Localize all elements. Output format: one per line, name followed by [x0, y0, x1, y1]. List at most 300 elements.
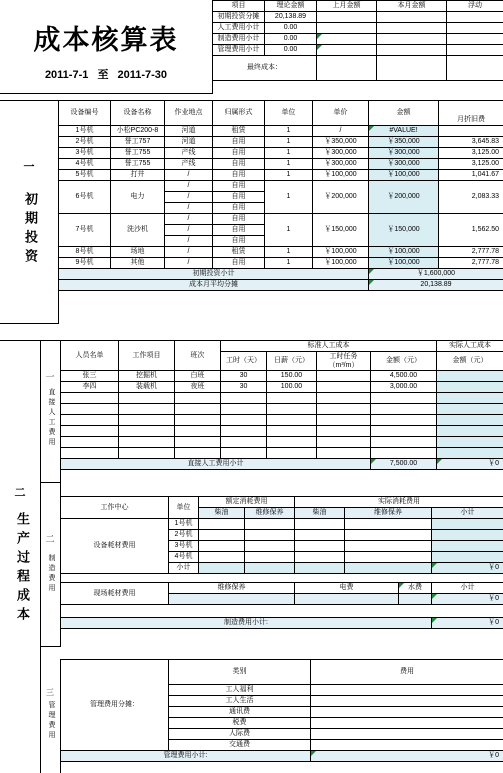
actual-amount[interactable]: [437, 393, 503, 404]
empty-cell[interactable]: [175, 404, 221, 415]
equip-form: 自用: [213, 170, 265, 181]
equip-name: 誉工757: [111, 137, 165, 148]
equip-form: 自用: [213, 181, 265, 192]
equip-unit: 1: [265, 181, 313, 214]
empty-cell[interactable]: [295, 541, 345, 552]
summary-header-this: 本月金额: [377, 1, 447, 12]
mgmt-subtotal-value[interactable]: ￥0: [311, 751, 503, 762]
mgmt-item: 工人生活: [169, 696, 311, 707]
labor-title: 直接人工费用: [48, 388, 55, 448]
empty-cell[interactable]: [199, 552, 245, 563]
equip-dep: 3,125.00: [439, 148, 503, 159]
work-item: 挖掘机: [119, 371, 175, 382]
table-row: [61, 426, 503, 437]
equip-unit: 1: [265, 137, 313, 148]
empty-cell[interactable]: [119, 448, 175, 459]
equip-unit: 1: [265, 170, 313, 181]
work-days[interactable]: 30: [221, 382, 267, 393]
empty-cell[interactable]: [245, 552, 295, 563]
table-row: [59, 247, 503, 258]
equip-amount[interactable]: ￥100,000: [369, 170, 439, 181]
table-row: [59, 137, 503, 148]
empty-cell[interactable]: [221, 437, 267, 448]
labor-label-col: [40, 340, 61, 483]
empty-cell[interactable]: [399, 594, 432, 605]
summary-header-item: 项目: [213, 1, 265, 12]
date-start: 2011-7-1: [44, 69, 89, 81]
empty-cell[interactable]: [432, 552, 503, 563]
equip-form: 自用: [213, 203, 265, 214]
site-header: 水费: [399, 583, 432, 594]
summary-header-last: 上月金额: [317, 1, 377, 12]
table-row: [61, 519, 503, 530]
equip-dep: 2,777.78: [439, 258, 503, 269]
gap-row: [61, 605, 503, 618]
quota-header: 额定消耗费用: [199, 497, 295, 508]
site-header: 小计: [432, 583, 503, 594]
empty-cell[interactable]: [175, 426, 221, 437]
equip-price: /: [313, 126, 369, 137]
actual-amount[interactable]: [437, 448, 503, 459]
equip-name: 打井: [111, 170, 165, 181]
equip-no: 2号机: [59, 137, 111, 148]
actual-amount[interactable]: [437, 371, 503, 382]
equip-site: /: [165, 170, 213, 181]
summary-cell[interactable]: [317, 12, 377, 23]
empty-cell[interactable]: [267, 415, 317, 426]
shift: 夜班: [175, 382, 221, 393]
empty-cell[interactable]: [221, 415, 267, 426]
mfg-subtotal-label: 制造费用小计:: [61, 618, 432, 629]
std-amount[interactable]: 4,500.00: [371, 371, 437, 382]
monthly-alloc-label: 成本月平均分摊: [59, 280, 369, 291]
mgmt-fee[interactable]: [311, 685, 503, 696]
mgmt-fee[interactable]: [311, 729, 503, 740]
labor-header: 人员名单: [61, 341, 119, 371]
summary-row-label: 人工费用小计: [213, 23, 265, 34]
site-header: 电费: [295, 583, 399, 594]
mgmt-label-col: [40, 659, 61, 773]
summary-cell[interactable]: [447, 12, 503, 23]
investment-subtotal-label: 初期投资小计: [59, 269, 369, 280]
title-block: [0, 0, 213, 94]
equip-dep: 3,125.00: [439, 159, 503, 170]
summary-row-label: 初期投资分摊: [213, 12, 265, 23]
equip-form: 自用: [213, 236, 265, 247]
inv-header: 单价: [313, 101, 369, 126]
equip-unit: 1: [265, 126, 313, 137]
empty-cell[interactable]: [169, 594, 295, 605]
work-center-header: 工作中心: [61, 497, 169, 519]
empty-cell[interactable]: [245, 563, 295, 574]
site-total[interactable]: ￥0: [432, 594, 503, 605]
equip-form: 自用: [213, 192, 265, 203]
table-row: [59, 148, 503, 159]
empty-cell[interactable]: [221, 404, 267, 415]
inv-header: 归属形式: [213, 101, 265, 126]
date-range: [0, 66, 212, 82]
table-row: [59, 214, 503, 225]
equip-amount[interactable]: ￥200,000: [369, 181, 439, 214]
table-row: [61, 437, 503, 448]
equip-form: 自用: [213, 137, 265, 148]
labor-header: 工时（天）: [221, 352, 267, 371]
mgmt-subtotal-label: 管理费用小计:: [61, 751, 311, 762]
labor-header: 金额（元）: [437, 352, 503, 371]
empty-cell[interactable]: [175, 393, 221, 404]
equip-no: 6号机: [59, 181, 111, 214]
equip-name: 电力: [111, 181, 165, 214]
equip-no: 9号机: [59, 258, 111, 269]
mfg-subtotal-value[interactable]: ￥0: [432, 618, 503, 629]
fee-header: 费用: [311, 660, 503, 685]
empty-cell[interactable]: [267, 404, 317, 415]
mgmt-fee[interactable]: [311, 718, 503, 729]
mgmt-table: [60, 659, 503, 762]
machine-label: 4号机: [169, 552, 199, 563]
empty-cell[interactable]: [295, 552, 345, 563]
mfg-subheader: 柴油: [295, 508, 345, 519]
inv-header: 月折旧费: [439, 101, 503, 126]
machine-label: 小计: [169, 563, 199, 574]
empty-cell[interactable]: [345, 563, 432, 574]
mfg-table: [60, 496, 503, 629]
table-row: [59, 126, 503, 137]
mgmt-fee[interactable]: [311, 696, 503, 707]
empty-cell[interactable]: [432, 530, 503, 541]
table-row: [59, 181, 503, 192]
empty-cell[interactable]: [317, 415, 371, 426]
table-row: [61, 404, 503, 415]
summary-cell[interactable]: [377, 23, 447, 34]
machine-label: 1号机: [169, 519, 199, 530]
equip-amount[interactable]: ￥100,000: [369, 258, 439, 269]
summary-cell[interactable]: [377, 45, 447, 56]
summary-cell[interactable]: [377, 56, 447, 81]
summary-cell[interactable]: [317, 34, 377, 45]
empty-cell[interactable]: [61, 448, 119, 459]
mfg-subheader: 维修保养: [345, 508, 432, 519]
work-task[interactable]: [317, 371, 371, 382]
actual-consumption-header: 实际消耗费用: [295, 497, 503, 508]
empty-cell[interactable]: [245, 519, 295, 530]
summary-cell[interactable]: [447, 45, 503, 56]
date-end: 2011-7-30: [117, 69, 168, 81]
equip-no: 8号机: [59, 247, 111, 258]
equip-amount[interactable]: #VALUE!: [369, 126, 439, 137]
equip-total[interactable]: ￥0: [432, 563, 503, 574]
empty-cell[interactable]: [175, 415, 221, 426]
table-row: [61, 415, 503, 426]
equip-name: 小松PC200-8: [111, 126, 165, 137]
empty-cell[interactable]: [199, 530, 245, 541]
spacer-row: [0, 323, 503, 341]
empty-cell[interactable]: [221, 426, 267, 437]
actual-amount[interactable]: [437, 382, 503, 393]
mgmt-item: 交通费: [169, 740, 311, 751]
summary-row-value[interactable]: 0.00: [265, 23, 317, 34]
mgmt-fee[interactable]: [311, 740, 503, 751]
equip-site: /: [165, 258, 213, 269]
labor-subtotal-actual[interactable]: ￥0: [437, 459, 503, 470]
equip-site: /: [165, 214, 213, 225]
equip-no: 7号机: [59, 214, 111, 247]
inv-header: 设备名称: [111, 101, 165, 126]
actual-amount[interactable]: [437, 426, 503, 437]
machine-label: 2号机: [169, 530, 199, 541]
equip-no: 1号机: [59, 126, 111, 137]
equip-price: ￥350,000: [313, 137, 369, 148]
labor-header: 工时任务（m³/m）: [317, 352, 371, 371]
equip-price: ￥200,000: [313, 181, 369, 214]
worker-name: 张三: [61, 371, 119, 382]
summary-cell[interactable]: [377, 12, 447, 23]
table-row: [59, 258, 503, 269]
table-row: [59, 170, 503, 181]
mfg-subheader: 柴油: [199, 508, 245, 519]
equip-site: 河道: [165, 126, 213, 137]
inv-header: 作业地点: [165, 101, 213, 126]
summary-row-value[interactable]: 0.00: [265, 45, 317, 56]
empty-cell[interactable]: [295, 530, 345, 541]
equip-name: 其他: [111, 258, 165, 269]
site-consumables-label: 现场耗材费用: [61, 583, 169, 605]
shift: 白班: [175, 371, 221, 382]
labor-subtotal-std[interactable]: 7,500.00: [371, 459, 437, 470]
empty-cell[interactable]: [245, 530, 295, 541]
empty-cell[interactable]: [432, 541, 503, 552]
empty-cell[interactable]: [317, 393, 371, 404]
equip-dep: 2,777.78: [439, 247, 503, 258]
empty-cell[interactable]: [295, 563, 345, 574]
empty-cell[interactable]: [371, 437, 437, 448]
investment-table: [58, 100, 503, 291]
equip-name: 场地: [111, 247, 165, 258]
empty-cell[interactable]: [61, 404, 119, 415]
empty-cell[interactable]: [371, 426, 437, 437]
equip-amount[interactable]: ￥300,000: [369, 159, 439, 170]
mfg-number: 二: [45, 534, 55, 544]
empty-cell[interactable]: [61, 437, 119, 448]
daily-wage[interactable]: 150.00: [267, 371, 317, 382]
section2-title: 生产过程成本: [15, 512, 30, 626]
equip-unit: 1: [265, 214, 313, 247]
summary-row-label: 管理费用小计: [213, 45, 265, 56]
empty-cell[interactable]: [345, 530, 432, 541]
empty-cell[interactable]: [119, 437, 175, 448]
labor-table: [60, 340, 503, 470]
final-cost-label: 最终成本：: [213, 56, 317, 81]
daily-wage[interactable]: 100.00: [267, 382, 317, 393]
empty-cell[interactable]: [345, 519, 432, 530]
empty-cell[interactable]: [119, 426, 175, 437]
equip-site: /: [165, 181, 213, 192]
table-row: [61, 371, 503, 382]
equip-form: 自用: [213, 159, 265, 170]
empty-cell[interactable]: [295, 519, 345, 530]
summary-cell[interactable]: [317, 56, 377, 81]
equip-amount[interactable]: ￥150,000: [369, 214, 439, 247]
mgmt-item: 人际费: [169, 729, 311, 740]
equip-price: ￥100,000: [313, 258, 369, 269]
actual-labor-header: 实际人工成本: [437, 341, 503, 352]
summary-cell[interactable]: [447, 56, 503, 81]
summary-table: [212, 0, 503, 81]
table-row: [61, 448, 503, 459]
equip-no: 5号机: [59, 170, 111, 181]
equip-price: ￥150,000: [313, 214, 369, 247]
empty-cell[interactable]: [267, 393, 317, 404]
equip-name: 誉工755: [111, 148, 165, 159]
mfg-title: 制造费用: [48, 554, 55, 594]
equip-form: 自用: [213, 214, 265, 225]
section1-number: 一: [23, 161, 35, 173]
equip-price: ￥100,000: [313, 247, 369, 258]
summary-cell[interactable]: [447, 34, 503, 45]
empty-cell[interactable]: [61, 426, 119, 437]
empty-cell[interactable]: [175, 448, 221, 459]
summary-cell[interactable]: [447, 23, 503, 34]
unit-header: 单位: [169, 497, 199, 519]
site-header: 维修保养: [169, 583, 295, 594]
work-days[interactable]: 30: [221, 371, 267, 382]
empty-cell[interactable]: [199, 541, 245, 552]
inv-header: 单位: [265, 101, 313, 126]
equip-site: /: [165, 203, 213, 214]
equip-amount[interactable]: ￥350,000: [369, 137, 439, 148]
section2-number: 二: [14, 487, 26, 499]
labor-subtotal-label: 直接人工费用小计: [61, 459, 371, 470]
equip-site: 产线: [165, 159, 213, 170]
equip-dep: 1,562.50: [439, 214, 503, 247]
equip-price: ￥100,000: [313, 170, 369, 181]
labor-header: 日薪（元）: [267, 352, 317, 371]
labor-header: 金额（元）: [371, 352, 437, 371]
monthly-alloc-value[interactable]: 20,138.89: [369, 280, 503, 291]
empty-cell[interactable]: [199, 519, 245, 530]
table-row: [61, 393, 503, 404]
equip-unit: 1: [265, 258, 313, 269]
work-task[interactable]: [317, 382, 371, 393]
mgmt-item: 通讯费: [169, 707, 311, 718]
empty-cell[interactable]: [175, 437, 221, 448]
empty-cell[interactable]: [119, 393, 175, 404]
empty-cell[interactable]: [221, 393, 267, 404]
empty-cell[interactable]: [61, 415, 119, 426]
equip-dep: 2,083.33: [439, 181, 503, 214]
equip-dep: 1,041.67: [439, 170, 503, 181]
empty-cell[interactable]: [199, 563, 245, 574]
section2-label-col: [0, 340, 41, 773]
empty-cell[interactable]: [432, 519, 503, 530]
empty-cell[interactable]: [317, 448, 371, 459]
empty-cell[interactable]: [371, 393, 437, 404]
equip-site: /: [165, 225, 213, 236]
equip-form: 租赁: [213, 247, 265, 258]
equip-dep: 3,645.83: [439, 137, 503, 148]
empty-cell[interactable]: [267, 426, 317, 437]
labor-number: 一: [45, 372, 55, 382]
std-amount[interactable]: 3,000.00: [371, 382, 437, 393]
equip-amount[interactable]: ￥100,000: [369, 247, 439, 258]
mgmt-fee[interactable]: [311, 707, 503, 718]
page-title: 成本核算表: [33, 25, 179, 55]
mgmt-alloc-label: 管理费用分摊：: [61, 660, 169, 751]
empty-cell[interactable]: [267, 437, 317, 448]
actual-amount[interactable]: [437, 437, 503, 448]
empty-cell[interactable]: [371, 404, 437, 415]
empty-cell[interactable]: [317, 404, 371, 415]
equip-name: 誉工755: [111, 159, 165, 170]
empty-cell[interactable]: [371, 415, 437, 426]
summary-header-float: 浮动: [447, 1, 503, 12]
summary-cell[interactable]: [377, 34, 447, 45]
empty-cell[interactable]: [295, 594, 399, 605]
inv-header: 设备编号: [59, 101, 111, 126]
summary-cell[interactable]: [317, 45, 377, 56]
labor-header: 班次: [175, 341, 221, 371]
mfg-subheader: 维修保养: [245, 508, 295, 519]
empty-cell[interactable]: [119, 404, 175, 415]
equip-consumables-label: 设备耗材费用: [61, 519, 169, 574]
empty-cell[interactable]: [371, 448, 437, 459]
equip-unit: 1: [265, 148, 313, 159]
gap-row: [61, 574, 503, 583]
worker-name: 李四: [61, 382, 119, 393]
inv-header: 金额: [369, 101, 439, 126]
equip-unit: 1: [265, 159, 313, 170]
empty-cell[interactable]: [345, 541, 432, 552]
empty-cell[interactable]: [119, 415, 175, 426]
actual-amount[interactable]: [437, 404, 503, 415]
summary-row-value[interactable]: 20,138.89: [265, 12, 317, 23]
equip-name: 洗沙机: [111, 214, 165, 247]
empty-cell[interactable]: [345, 552, 432, 563]
empty-cell[interactable]: [317, 426, 371, 437]
table-row: [59, 159, 503, 170]
actual-amount[interactable]: [437, 415, 503, 426]
std-labor-header: 标准人工成本: [221, 341, 437, 352]
equip-site: /: [165, 192, 213, 203]
equip-form: 自用: [213, 225, 265, 236]
equip-form: 自用: [213, 148, 265, 159]
summary-cell[interactable]: [317, 23, 377, 34]
machine-label: 3号机: [169, 541, 199, 552]
empty-cell[interactable]: [61, 393, 119, 404]
investment-subtotal-value[interactable]: ￥1,600,000: [369, 269, 503, 280]
empty-cell[interactable]: [221, 448, 267, 459]
equip-site: /: [165, 247, 213, 258]
date-sep: 至: [97, 69, 109, 81]
equip-price: ￥300,000: [313, 148, 369, 159]
equip-unit: 1: [265, 247, 313, 258]
equip-site: /: [165, 236, 213, 247]
equip-amount[interactable]: ￥300,000: [369, 148, 439, 159]
equip-form: 自用: [213, 258, 265, 269]
summary-row-label: 制造费用小计: [213, 34, 265, 45]
equip-form: 租赁: [213, 126, 265, 137]
empty-cell[interactable]: [267, 448, 317, 459]
mgmt-item: 税费: [169, 718, 311, 729]
mfg-subheader: 小计: [432, 508, 503, 519]
section1-title: 初期投资: [23, 192, 38, 268]
equip-price: ￥300,000: [313, 159, 369, 170]
empty-cell[interactable]: [317, 437, 371, 448]
empty-cell[interactable]: [245, 541, 295, 552]
mgmt-item: 工人福利: [169, 685, 311, 696]
summary-row-value[interactable]: 0.00: [265, 34, 317, 45]
section1-label-col: [0, 100, 59, 324]
